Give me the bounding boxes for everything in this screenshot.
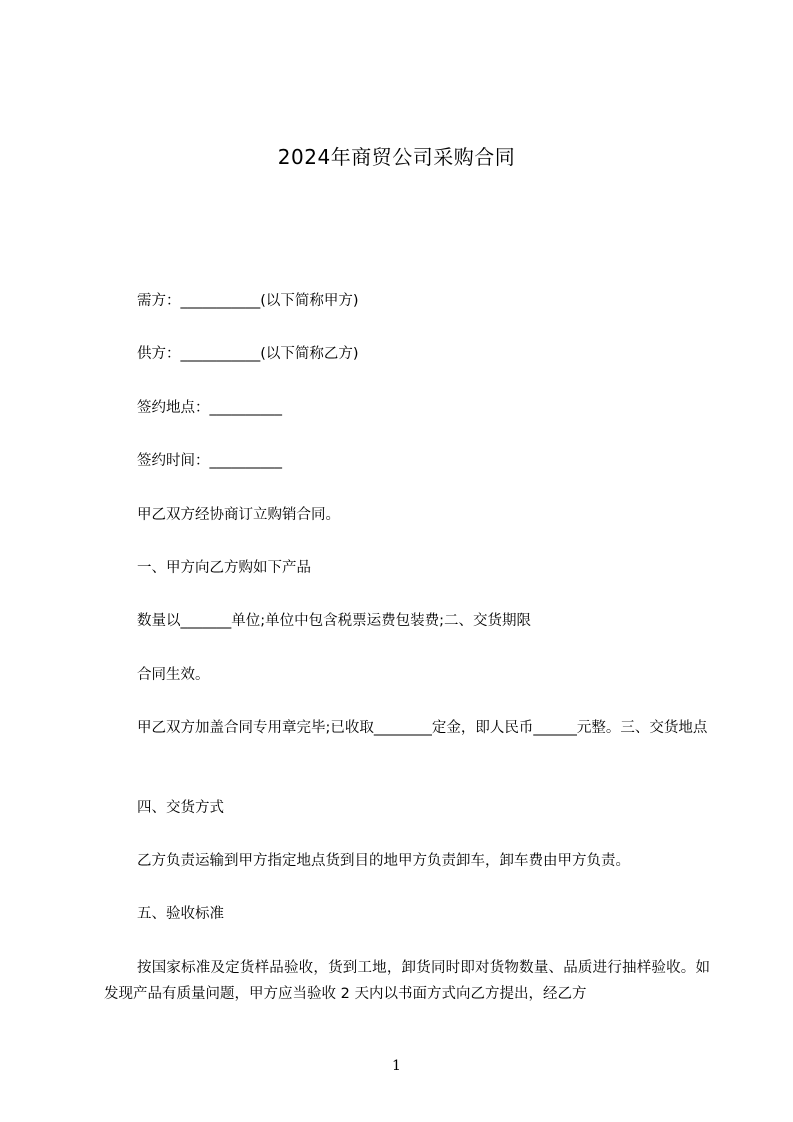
signing-place-line: 签约地点：__________ — [137, 400, 282, 416]
signing-time-line: 签约时间：__________ — [137, 453, 282, 469]
deposit-clause: 甲乙双方加盖合同专用章完毕;已收取________定金，即人民币______元整。三、交货地点 — [137, 720, 708, 736]
section-heading-acceptance: 五、验收标准 — [137, 906, 224, 922]
section-heading-products: 一、甲方向乙方购如下产品 — [137, 560, 311, 576]
buyer-line: 需方：___________(以下简称甲方) — [137, 293, 359, 309]
document-title: 2024年商贸公司采购合同 — [277, 145, 516, 169]
acceptance-clause: 按国家标准及定货样品验收，货到工地，卸货同时即对货物数量、品质进行抽样验收。如发现产品有质量问题，甲方应当验收 2 天内以书面方式向乙方提出，经乙方 — [104, 960, 710, 1002]
quantity-clause: 数量以_______单位;单位中包含税票运费包装费;二、交货期限 — [137, 613, 532, 629]
supplier-line: 供方：___________(以下简称乙方) — [137, 346, 359, 362]
section-heading-delivery-method: 四、交货方式 — [137, 800, 224, 816]
delivery-method-clause: 乙方负责运输到甲方指定地点货到目的地甲方负责卸车，卸车费由甲方负责。 — [137, 853, 630, 869]
page-number: 1 — [392, 1058, 401, 1074]
agreement-intro: 甲乙双方经协商订立购销合同。 — [137, 507, 340, 523]
contract-effective-line: 合同生效。 — [137, 667, 210, 683]
